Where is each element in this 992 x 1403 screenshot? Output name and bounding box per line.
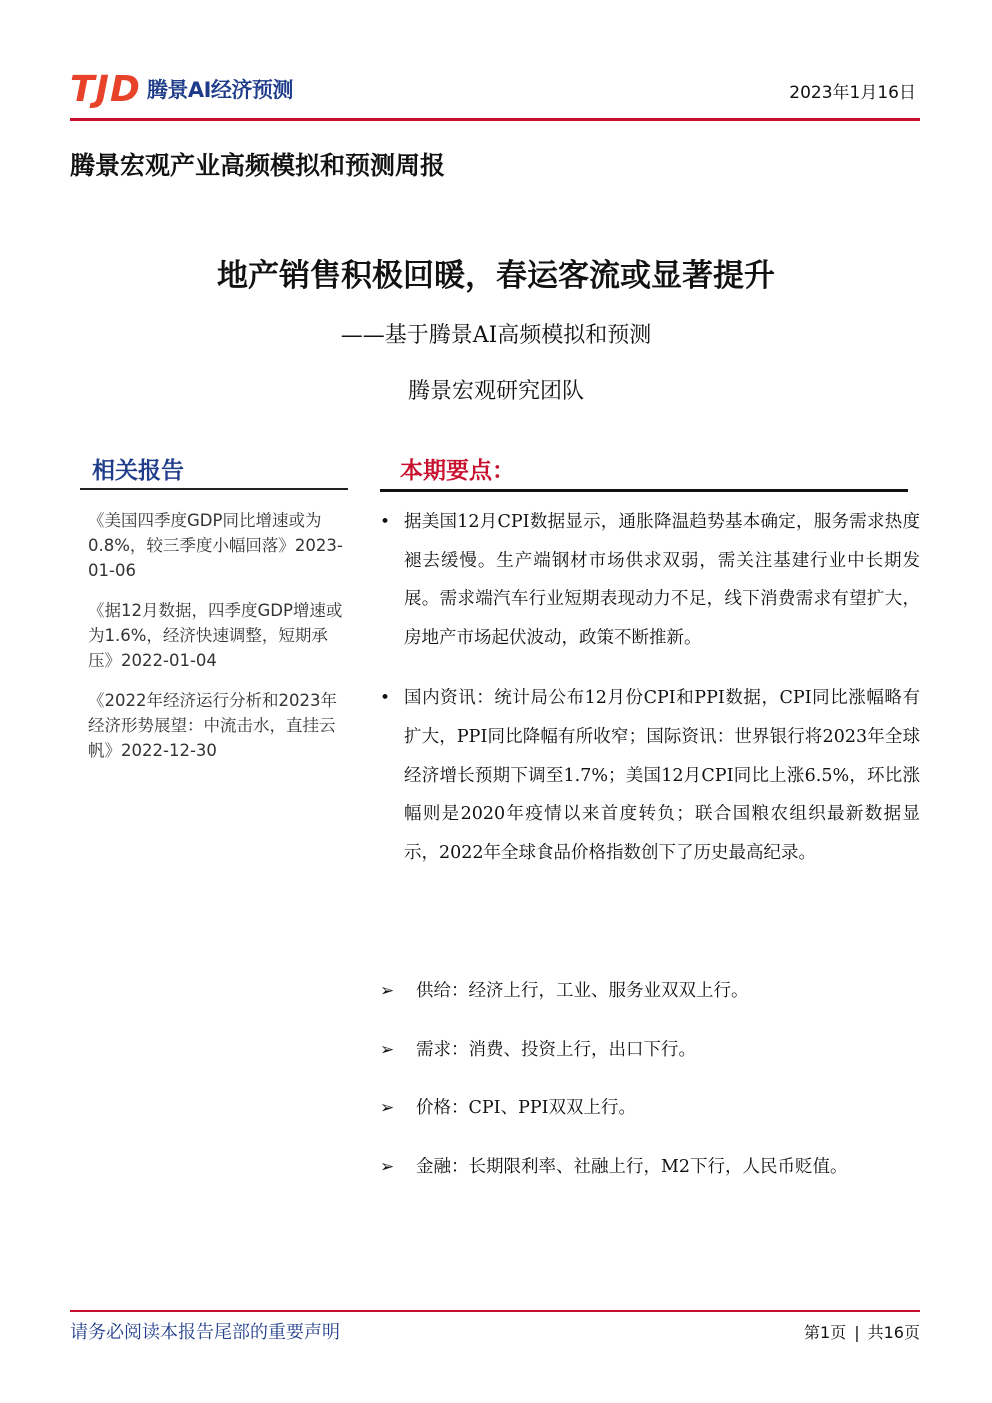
company-logo	[70, 69, 293, 110]
series-title: 腾景宏观产业高频模拟和预测周报	[70, 151, 446, 180]
summary-item-demand	[380, 1031, 920, 1070]
report-subtitle: ——基于腾景AI高频模拟和预测	[340, 323, 652, 348]
current-page: 第1页	[804, 1323, 847, 1342]
related-report-link[interactable]: 《据12月数据，四季度GDP增速或为1.6%，经济快速调整，短期承压》2022-01-04	[88, 601, 343, 670]
logo-text: 腾景AI经济预测	[146, 78, 293, 102]
related-reports-list	[88, 508, 350, 778]
key-point-text: 国内资讯：统计局公布12月份CPI和PPI数据，CPI同比涨幅略有扩大，PPI同比降幅有所收窄；国际资讯：世界银行将2023年全球经济增长预期下调至1.7%；美国12月CPI同比上涨6.5%，环比涨幅则是2020年疫情以来首度转负；联合国粮农组织最新数据显示，2022年全球食品价格指数创下了历史最高纪录。	[404, 688, 920, 863]
summary-text: 金融：长期限利率、社融上行，M2下行，人民币贬值。	[416, 1156, 848, 1177]
related-report-link[interactable]: 《2022年经济运行分析和2023年经济形势展望：中流击水，直挂云帆》2022-12-30	[88, 691, 337, 760]
summary-text: 需求：消费、投资上行，出口下行。	[416, 1039, 696, 1060]
total-pages: 共16页	[867, 1323, 920, 1342]
summary-text: 价格：CPI、PPI双双上行。	[416, 1098, 637, 1119]
arrow-icon: ➢	[380, 1098, 395, 1119]
page-number	[804, 1320, 920, 1343]
page-separator: |	[854, 1323, 860, 1342]
summary-item-supply	[380, 972, 920, 1011]
report-title: 地产销售积极回暖，春运客流或显著提升	[217, 258, 775, 294]
summary-item-price	[380, 1089, 920, 1128]
author-team: 腾景宏观研究团队	[407, 379, 584, 404]
footer-divider	[70, 1310, 920, 1312]
summary-item-finance	[380, 1148, 920, 1187]
report-date: 2023年1月16日	[789, 83, 916, 103]
logo-mark: TJD	[70, 69, 141, 110]
arrow-icon: ➢	[380, 981, 395, 1001]
related-reports-heading: 相关报告	[92, 457, 184, 484]
bullet-icon: •	[380, 688, 391, 709]
key-point-text: 据美国12月CPI数据显示，通胀降温趋势基本确定，服务需求热度褪去缓慢。生产端钢材市场供求双弱，需关注基建行业中长期发展。需求端汽车行业短期表现动力不足，线下消费需求有望扩大，房地产市场起伏波动，政策不断推新。	[404, 512, 920, 648]
key-point-bullet	[380, 679, 920, 872]
related-reports-divider	[80, 488, 348, 490]
arrow-icon: ➢	[380, 1156, 395, 1177]
header-divider	[70, 118, 920, 121]
key-points-summary	[380, 972, 920, 1206]
arrow-icon: ➢	[380, 1039, 395, 1060]
key-points-bullets	[380, 503, 920, 872]
summary-text: 供给：经济上行，工业、服务业双双上行。	[416, 981, 749, 1001]
key-points-heading: 本期要点：	[400, 457, 515, 484]
key-points-divider	[380, 489, 908, 492]
key-point-bullet	[380, 503, 920, 657]
related-report-link[interactable]: 《美国四季度GDP同比增速或为0.8%，较三季度小幅回落》2023-01-06	[88, 511, 343, 580]
disclaimer-notice: 请务必阅读本报告尾部的重要声明	[70, 1322, 340, 1343]
bullet-icon: •	[380, 512, 391, 532]
